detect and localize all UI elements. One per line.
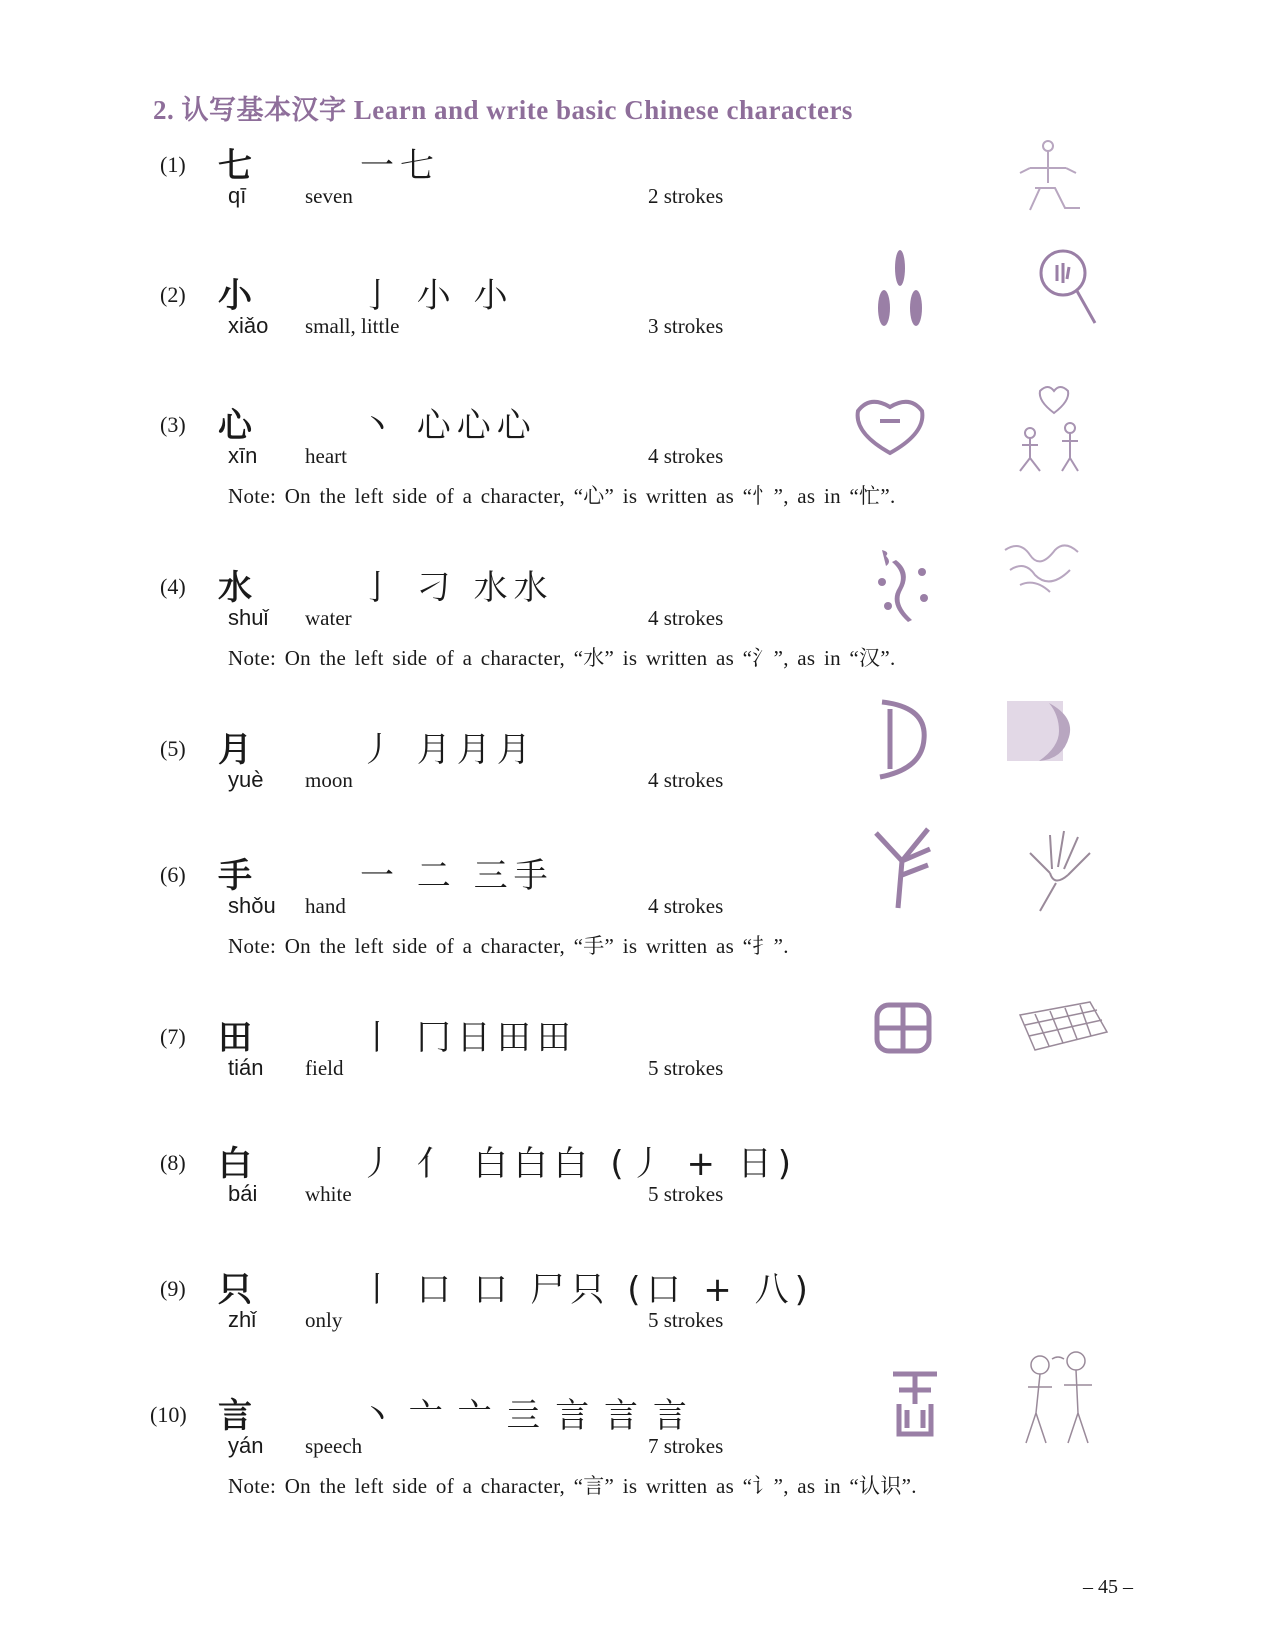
pinyin: xīn	[228, 443, 258, 468]
pinyin: shǒu	[228, 893, 276, 918]
meaning: seven	[305, 184, 353, 208]
pinyin: xiǎo	[228, 313, 269, 338]
ancient-water-glyph	[872, 542, 932, 627]
moon-drawing	[1005, 697, 1090, 767]
ancient-hand-glyph	[868, 823, 938, 913]
stroke-count: 4 strokes	[648, 768, 724, 792]
stroke-count: 3 strokes	[648, 314, 724, 338]
pinyin: yuè	[228, 767, 264, 792]
entry-number: (1)	[160, 152, 186, 177]
entry-10	[0, 1388, 1275, 1518]
field-drawing	[1015, 990, 1110, 1060]
ancient-moon-glyph	[872, 697, 932, 782]
entry-8	[0, 1136, 1275, 1266]
character: 只	[218, 1270, 252, 1310]
ancient-field-glyph	[872, 1000, 934, 1056]
pinyin: tián	[228, 1055, 264, 1080]
stroke-order: 丿 亻 白白白 (丿 + 日)	[360, 1144, 798, 1184]
character: 田	[218, 1018, 252, 1058]
stroke-count: 5 strokes	[648, 1308, 724, 1332]
stroke-count: 4 strokes	[648, 444, 724, 468]
ancient-small-glyph	[870, 248, 930, 338]
page-number: – 45 –	[1083, 1576, 1133, 1598]
couple-heart-drawing	[1010, 383, 1090, 473]
meaning: small, little	[305, 314, 400, 338]
stroke-count: 5 strokes	[648, 1182, 724, 1206]
stroke-order: 一七	[360, 146, 440, 186]
speaking-people-drawing	[1010, 1343, 1105, 1448]
character: 白	[218, 1144, 252, 1184]
entry-number: (4)	[160, 574, 186, 599]
character: 言	[218, 1396, 252, 1436]
ancient-speech-glyph	[885, 1368, 945, 1443]
character: 月	[218, 730, 252, 770]
entry-number: (7)	[160, 1024, 186, 1049]
entry-number: (5)	[160, 736, 186, 761]
entry-number: (8)	[160, 1150, 186, 1175]
pinyin: zhǐ	[228, 1307, 257, 1332]
hand-drawing	[1020, 823, 1095, 913]
entry-number: (9)	[160, 1276, 186, 1301]
stroke-order: 丨 冂日田田	[360, 1018, 577, 1058]
meaning: hand	[305, 894, 346, 918]
stroke-order: 亅 刁 水水	[360, 568, 554, 608]
meaning: white	[305, 1182, 352, 1206]
stroke-order: 亅 小 小	[360, 276, 514, 316]
stroke-order: 丨 口 口 尸只 (口 + 八)	[360, 1270, 814, 1310]
entry-2	[0, 268, 1275, 398]
stroke-count: 7 strokes	[648, 1434, 724, 1458]
seven-drawing	[1010, 138, 1090, 218]
stroke-order: 丿 月月月	[360, 730, 537, 770]
magnifier-drawing	[1035, 243, 1105, 338]
note: Note: On the left side of a character, “心” is written as “忄”, as in “忙”.	[228, 484, 896, 508]
river-drawing	[1000, 530, 1085, 600]
section-title: 2. 认写基本汉字 Learn and write basic Chinese characters	[153, 95, 853, 125]
character: 水	[218, 568, 252, 608]
note: Note: On the left side of a character, “水” is written as “氵”, as in “汉”.	[228, 646, 896, 670]
note: Note: On the left side of a character, “言” is written as “讠”, as in “认识”.	[228, 1474, 917, 1498]
meaning: only	[305, 1308, 343, 1332]
entry-number: (6)	[160, 862, 186, 887]
meaning: heart	[305, 444, 347, 468]
stroke-order: 一 二 三手	[360, 856, 554, 896]
entry-number: (10)	[150, 1402, 187, 1427]
entry-6	[0, 848, 1275, 978]
pinyin: shuǐ	[228, 605, 269, 630]
entry-number: (3)	[160, 412, 186, 437]
stroke-count: 5 strokes	[648, 1056, 724, 1080]
stroke-order: 丶 心心心	[360, 406, 537, 446]
meaning: field	[305, 1056, 344, 1080]
note: Note: On the left side of a character, “手” is written as “扌”.	[228, 934, 789, 958]
entry-number: (2)	[160, 282, 186, 307]
stroke-order: 丶 亠 亠 亖 言 言 言	[360, 1396, 689, 1436]
stroke-count: 4 strokes	[648, 606, 724, 630]
character: 心	[218, 406, 252, 446]
character: 小	[218, 276, 252, 316]
meaning: water	[305, 606, 352, 630]
pinyin: yán	[228, 1433, 264, 1458]
stroke-count: 4 strokes	[648, 894, 724, 918]
pinyin: qī	[228, 183, 247, 208]
entry-3	[0, 398, 1275, 528]
character: 手	[218, 856, 252, 896]
entry-4	[0, 560, 1275, 690]
pinyin: bái	[228, 1181, 258, 1206]
entry-7	[0, 1010, 1275, 1140]
ancient-heart-glyph	[850, 393, 930, 458]
meaning: speech	[305, 1434, 363, 1458]
character: 七	[218, 146, 252, 186]
stroke-count: 2 strokes	[648, 184, 724, 208]
meaning: moon	[305, 768, 353, 792]
